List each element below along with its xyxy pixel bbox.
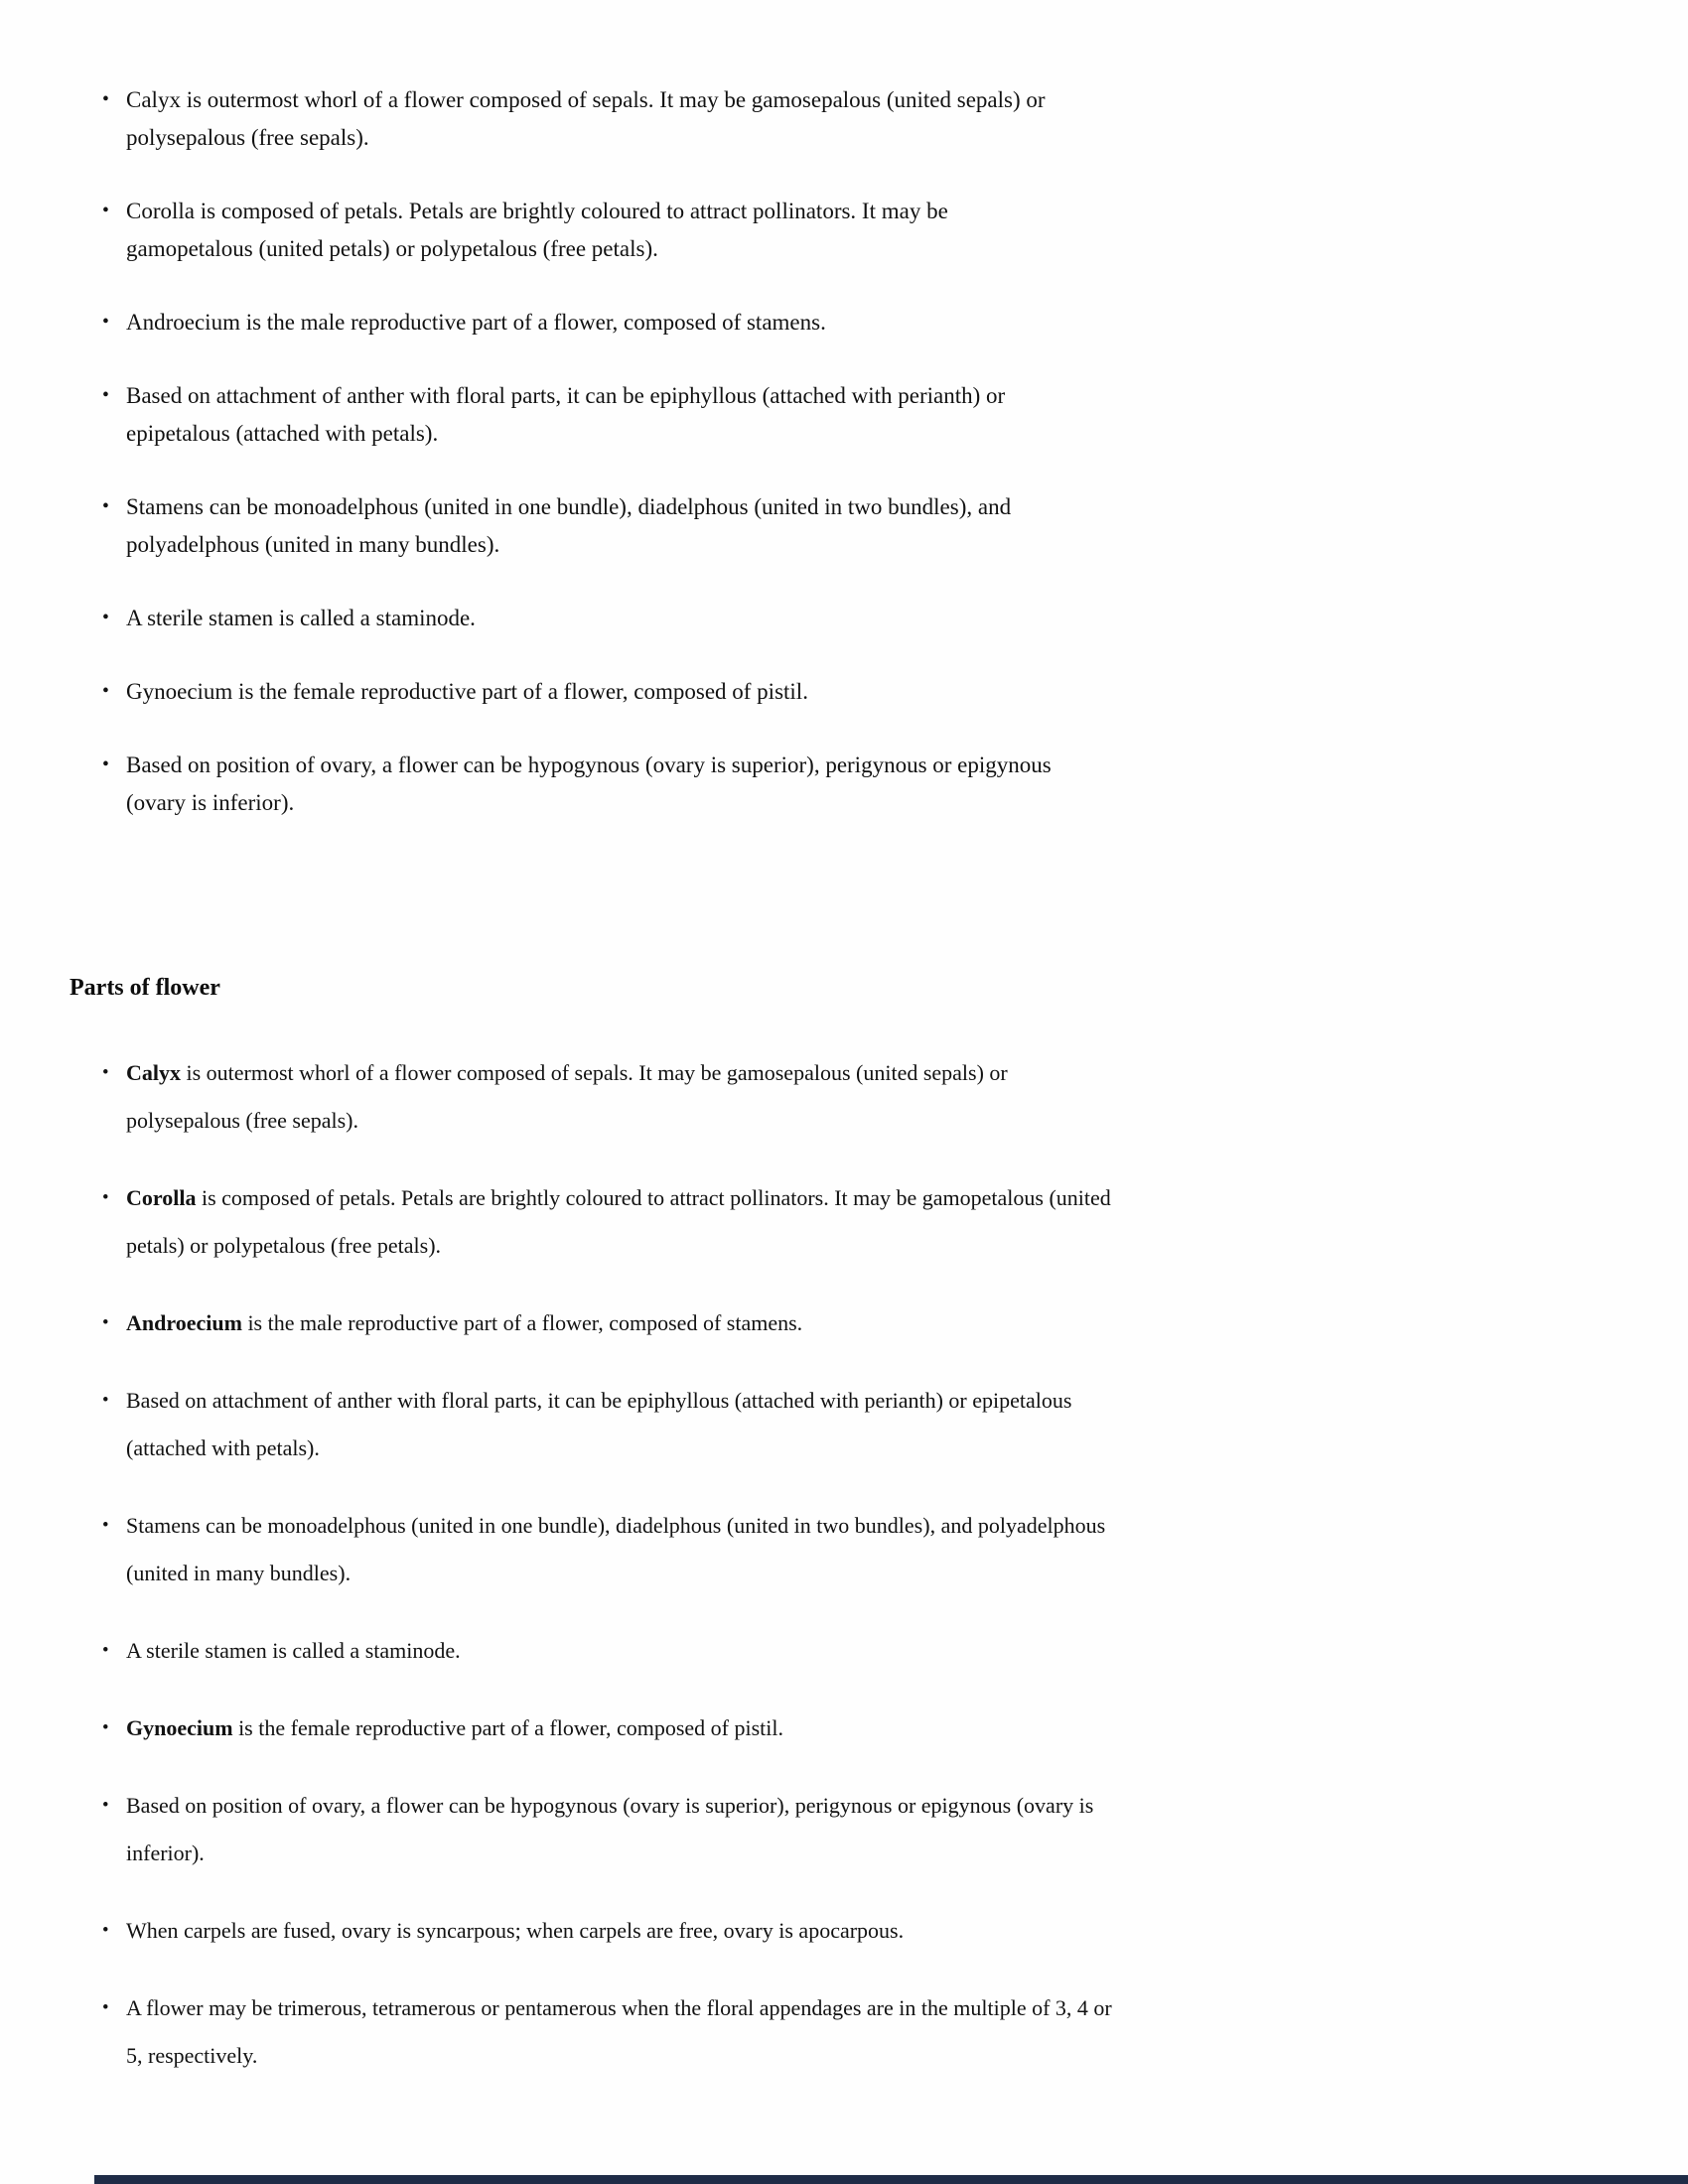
text-line: Stamens can be monoadelphous (united in one bundle), diadelphous (united in two bundles), and xyxy=(126,494,1012,519)
bullet-icon: • xyxy=(102,754,109,775)
list-item xyxy=(104,1907,1167,1955)
text-run: is the male reproductive part of a flower, composed of stamens. xyxy=(241,1310,803,1335)
bullet-icon: • xyxy=(102,1997,109,2018)
list-item xyxy=(104,1299,1167,1347)
text-line: Based on attachment of anther with floral parts, it can be epiphyllous (attached with perianth) or xyxy=(126,383,1006,408)
bullet-icon: • xyxy=(102,681,109,702)
text-line: When carpels are fused, ovary is syncarpous; when carpels are free, ovary is apocarpous. xyxy=(126,1918,905,1943)
text-line: Androecium is the male reproductive part of a flower, composed of stamens. xyxy=(126,310,826,335)
list-item xyxy=(104,304,1137,341)
text-run: is composed of petals. Petals are brightly coloured to attract pollinators. It may be gamopetalous (united xyxy=(196,1185,1111,1210)
term-bold: Calyx xyxy=(126,1060,181,1085)
list-item xyxy=(104,377,1137,453)
bottom-edge-bar xyxy=(94,2175,1688,2184)
term-bold: Gynoecium xyxy=(126,1715,233,1740)
term-bold: Androecium xyxy=(126,1310,242,1335)
text-line: Based on position of ovary, a flower can be hypogynous (ovary is superior), perigynous or epigynous xyxy=(126,752,1052,777)
bullet-icon: • xyxy=(102,89,109,110)
text-line: (ovary is inferior). xyxy=(126,790,295,815)
list-item xyxy=(104,1502,1167,1597)
bullet-icon: • xyxy=(102,1640,109,1661)
bullet-icon: • xyxy=(102,312,109,333)
list-item xyxy=(104,1984,1167,2080)
list-item xyxy=(104,747,1137,822)
bullet-list-parts-of-flower xyxy=(104,1049,1167,2110)
text-line xyxy=(126,1174,1167,1222)
list-item xyxy=(104,1049,1167,1145)
text-run: is the female reproductive part of a flower, composed of pistil. xyxy=(232,1715,783,1740)
list-item xyxy=(104,600,1137,637)
bullet-icon: • xyxy=(102,1515,109,1536)
text-line: A sterile stamen is called a staminode. xyxy=(126,606,476,630)
text-line: Based on attachment of anther with floral parts, it can be epiphyllous (attached with perianth) or epipetalous xyxy=(126,1388,1072,1413)
list-item xyxy=(104,673,1137,711)
list-item xyxy=(104,1627,1167,1675)
bullet-list-top xyxy=(104,81,1137,858)
list-item xyxy=(104,488,1137,564)
text-line: Calyx is outermost whorl of a flower composed of sepals. It may be gamosepalous (united sepals) or xyxy=(126,87,1046,112)
bullet-icon: • xyxy=(102,201,109,221)
text-line xyxy=(126,1705,1167,1752)
text-line xyxy=(126,1049,1167,1097)
bullet-icon: • xyxy=(102,385,109,406)
text-line: polysepalous (free sepals). xyxy=(126,125,369,150)
text-line: (attached with petals). xyxy=(126,1435,320,1460)
list-item xyxy=(104,1377,1167,1472)
bullet-icon: • xyxy=(102,1062,109,1083)
text-line: Gynoecium is the female reproductive part of a flower, composed of pistil. xyxy=(126,679,808,704)
text-line: (united in many bundles). xyxy=(126,1561,352,1585)
bullet-icon: • xyxy=(102,1795,109,1816)
list-item xyxy=(104,193,1137,268)
bullet-icon: • xyxy=(102,1187,109,1208)
text-line: inferior). xyxy=(126,1841,205,1865)
bullet-icon: • xyxy=(102,496,109,517)
list-item xyxy=(104,1174,1167,1270)
text-line: Based on position of ovary, a flower can be hypogynous (ovary is superior), perigynous or epigynous (ovary is xyxy=(126,1793,1094,1818)
text-line: epipetalous (attached with petals). xyxy=(126,421,439,446)
list-item xyxy=(104,1782,1167,1877)
text-line: Corolla is composed of petals. Petals are brightly coloured to attract pollinators. It may be xyxy=(126,199,948,223)
bullet-icon: • xyxy=(102,1717,109,1738)
text-line: A flower may be trimerous, tetramerous or pentamerous when the floral appendages are in the multiple of 3, 4 or xyxy=(126,1995,1112,2020)
bullet-icon: • xyxy=(102,1390,109,1411)
text-line: 5, respectively. xyxy=(126,2043,258,2068)
bullet-icon: • xyxy=(102,608,109,628)
list-item xyxy=(104,81,1137,157)
text-line: gamopetalous (united petals) or polypetalous (free petals). xyxy=(126,236,658,261)
text-line: polysepalous (free sepals). xyxy=(126,1108,358,1133)
section-heading: Parts of flower xyxy=(70,975,220,1001)
text-line xyxy=(126,1299,1167,1347)
term-bold: Corolla xyxy=(126,1185,197,1210)
list-item xyxy=(104,1705,1167,1752)
text-line: A sterile stamen is called a staminode. xyxy=(126,1638,461,1663)
text-line: Stamens can be monoadelphous (united in one bundle), diadelphous (united in two bundles), and polyadelphous xyxy=(126,1513,1106,1538)
bullet-icon: • xyxy=(102,1920,109,1941)
bullet-icon: • xyxy=(102,1312,109,1333)
text-line: petals) or polypetalous (free petals). xyxy=(126,1233,442,1258)
text-line: polyadelphous (united in many bundles). xyxy=(126,532,500,557)
text-run: is outermost whorl of a flower composed of sepals. It may be gamosepalous (united sepals) or xyxy=(181,1060,1008,1085)
